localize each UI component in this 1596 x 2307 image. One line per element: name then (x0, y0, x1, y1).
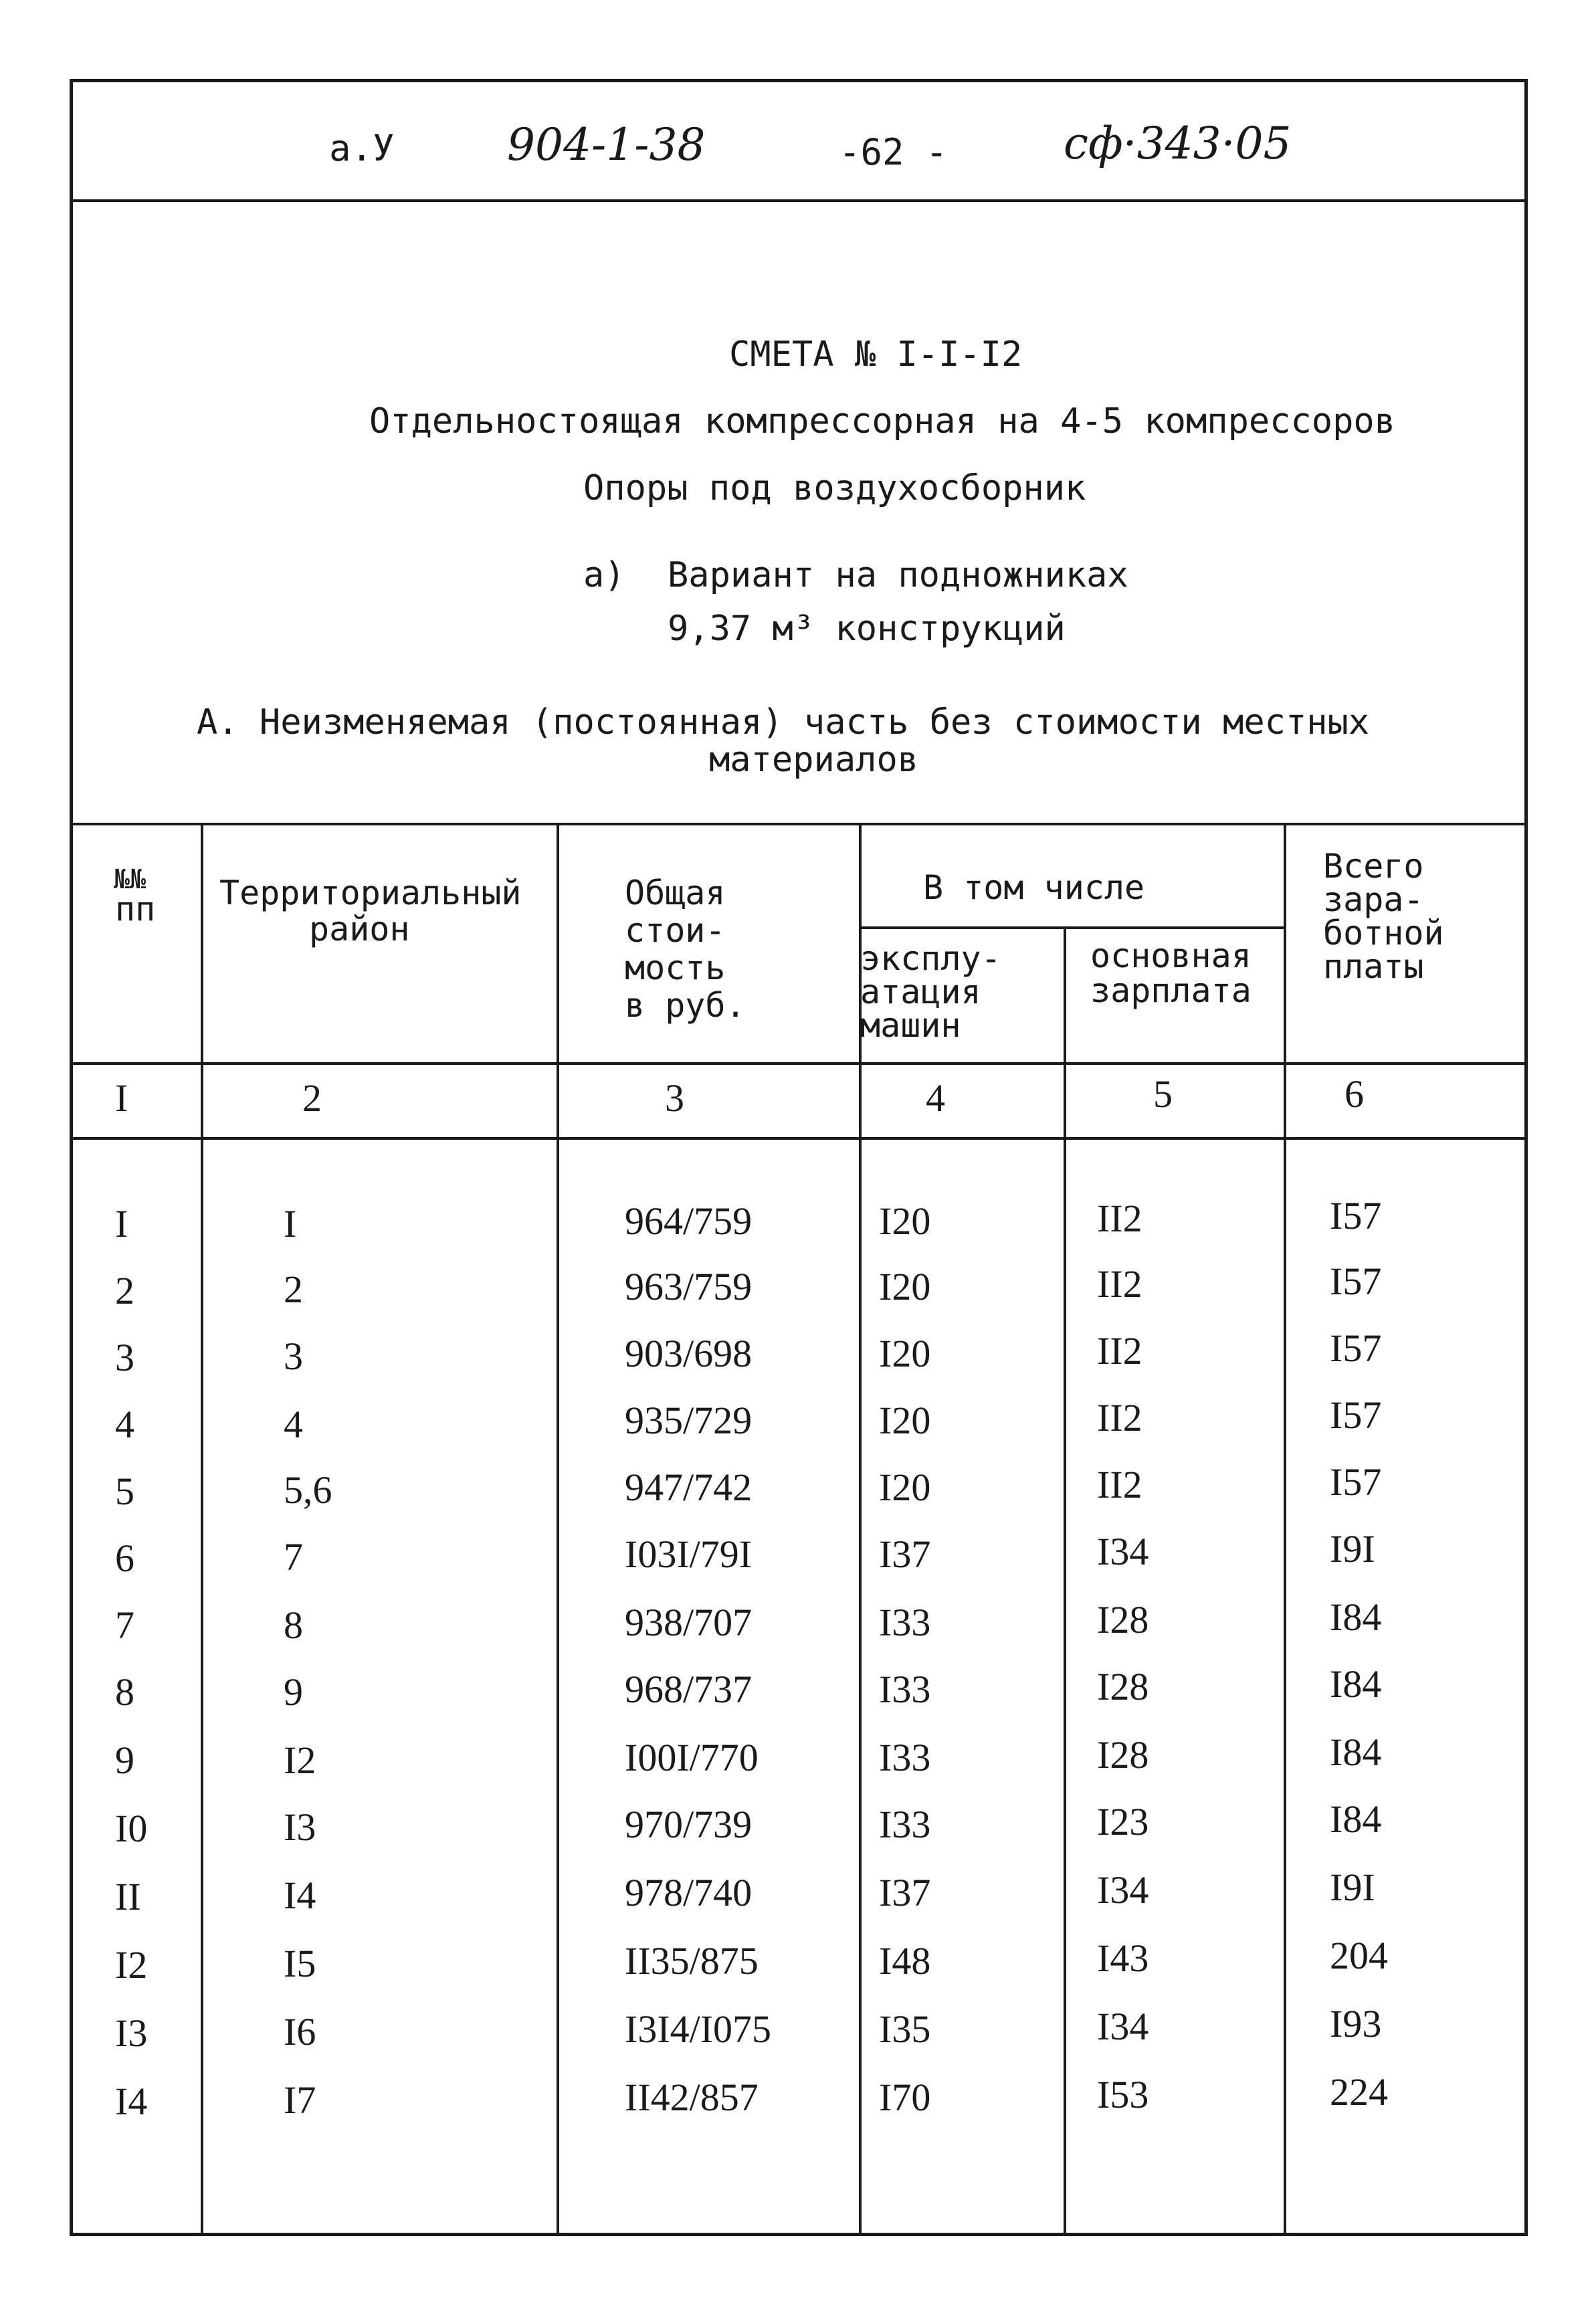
cell-wage: II2 (1097, 1396, 1142, 1439)
header-machines-l1: эксплу- (860, 939, 1001, 978)
header-district-l1: Территориальный (219, 874, 522, 912)
header-cost-l3: мость (625, 948, 726, 987)
col-number-3: 3 (665, 1076, 684, 1120)
cell-total-wage: I57 (1330, 1260, 1382, 1303)
cell-district: I7 (284, 2078, 316, 2122)
cell-machines: I33 (879, 1601, 931, 1644)
cell-machines: I20 (879, 1265, 931, 1308)
cell-total-cost: 968/737 (625, 1668, 753, 1711)
header-machines-l2: атация (860, 973, 981, 1011)
cell-total-wage: I84 (1330, 1797, 1382, 1841)
cell-wage: II2 (1097, 1329, 1142, 1373)
cell-wage: I43 (1097, 1936, 1149, 1980)
cell-total-cost: 947/742 (625, 1466, 753, 1509)
cell-total-wage: I84 (1330, 1595, 1382, 1639)
header-cost-l1: Общая (625, 874, 726, 912)
cell-total-wage: 204 (1330, 1934, 1388, 1977)
header-num-l2: пп (115, 890, 156, 928)
cell-district: 3 (284, 1334, 303, 1378)
cell-row-number: 8 (115, 1670, 134, 1714)
cell-total-cost: I03I/79I (625, 1532, 753, 1576)
variant-marker: а) (583, 555, 625, 595)
section-title-line1: А. Неизменяемая (постоянная) часть без стоимости местных (197, 702, 1370, 742)
col-divider-5 (1284, 823, 1286, 2236)
cell-total-wage: I84 (1330, 1662, 1382, 1706)
col-number-4: 4 (926, 1076, 945, 1120)
page-number: -62 - (839, 131, 948, 173)
cell-row-number: I3 (115, 2011, 148, 2055)
header-total-l4: платы (1323, 947, 1424, 986)
cell-total-wage: I57 (1330, 1326, 1382, 1370)
cell-row-number: 5 (115, 1470, 134, 1513)
cell-row-number: I4 (115, 2080, 148, 2123)
cell-row-number: 4 (115, 1403, 134, 1446)
cell-row-number: I0 (115, 1807, 148, 1850)
element-title: Опоры под воздухосборник (583, 468, 1086, 508)
cell-wage: I28 (1097, 1598, 1149, 1641)
cell-machines: I20 (879, 1399, 931, 1442)
col-number-6: 6 (1344, 1072, 1364, 1116)
table-top-border (70, 823, 1528, 825)
cell-total-cost: I00I/770 (625, 1736, 759, 1779)
col-number-5: 5 (1153, 1072, 1173, 1116)
cell-total-cost: 963/759 (625, 1265, 753, 1308)
header-num-l1: №№ (114, 864, 146, 895)
col-number-1: I (115, 1076, 128, 1120)
subheader-divider (859, 926, 1284, 929)
cell-machines: I35 (879, 2007, 931, 2051)
cell-total-cost: 978/740 (625, 1871, 753, 1914)
cell-total-wage: I9I (1330, 1527, 1375, 1571)
cell-wage: I34 (1097, 1530, 1149, 1573)
cell-machines: I33 (879, 1803, 931, 1846)
cell-machines: I37 (879, 1532, 931, 1576)
cell-row-number: 7 (115, 1603, 134, 1647)
col-divider-1 (201, 823, 203, 2236)
header-total-l1: Всего (1323, 847, 1424, 886)
col-divider-4 (1064, 926, 1066, 2236)
cell-machines: I33 (879, 1736, 931, 1779)
cell-row-number: 3 (115, 1336, 134, 1379)
variant-title: Вариант на подножниках (668, 555, 1128, 595)
cell-machines: I20 (879, 1199, 931, 1243)
cell-total-cost: 935/729 (625, 1399, 753, 1442)
header-cost-l2: стои- (625, 911, 726, 950)
cell-total-wage: I9I (1330, 1866, 1375, 1909)
cell-district: I6 (284, 2010, 316, 2053)
header-bottom-border (70, 1062, 1528, 1065)
header-divider (70, 199, 1528, 202)
project-number: 904-1-38 (507, 119, 706, 171)
volume-title: 9,37 м³ конструкций (668, 609, 1066, 649)
cell-district: I2 (284, 1738, 316, 1782)
header-total-l3: ботной (1323, 914, 1444, 952)
cell-wage: II2 (1097, 1197, 1142, 1240)
cell-district: I (284, 1202, 297, 1245)
header-prefix: а.У (329, 127, 395, 169)
header-including: В том числе (923, 868, 1145, 907)
cell-row-number: 2 (115, 1269, 134, 1312)
cell-row-number: 6 (115, 1536, 134, 1580)
cell-total-cost: I3I4/I075 (625, 2007, 772, 2051)
cell-total-wage: I57 (1330, 1460, 1382, 1504)
cell-wage: II2 (1097, 1262, 1142, 1306)
cell-total-wage: I57 (1330, 1393, 1382, 1437)
cell-total-wage: I57 (1330, 1194, 1382, 1237)
cell-total-cost: II35/875 (625, 1939, 759, 1983)
cell-wage: I28 (1097, 1665, 1149, 1708)
col-numbers-bottom-border (70, 1137, 1528, 1140)
cell-row-number: II (115, 1875, 141, 1918)
cell-machines: I33 (879, 1668, 931, 1711)
cell-district: I3 (284, 1805, 316, 1849)
section-title-line2: материалов (709, 740, 919, 780)
header-wage-l1: основная (1090, 936, 1252, 975)
header-machines-l3: машин (860, 1006, 961, 1045)
cell-wage: I34 (1097, 2005, 1149, 2048)
cell-total-wage: 224 (1330, 2070, 1388, 2114)
cell-machines: I37 (879, 1871, 931, 1914)
cell-wage: I23 (1097, 1800, 1149, 1843)
cell-district: I4 (284, 1874, 316, 1917)
cell-wage: I34 (1097, 1868, 1149, 1912)
header-cost-l4: в руб. (625, 986, 746, 1025)
cell-machines: I20 (879, 1332, 931, 1375)
cell-row-number: I (115, 1202, 128, 1245)
col-number-2: 2 (302, 1076, 322, 1120)
cell-total-cost: 903/698 (625, 1332, 753, 1375)
cell-total-cost: 938/707 (625, 1601, 753, 1644)
cell-district: 5,6 (284, 1468, 332, 1512)
header-wage-l2: зарплата (1090, 971, 1252, 1010)
cell-wage: I53 (1097, 2073, 1149, 2116)
cell-machines: I70 (879, 2076, 931, 2119)
cell-total-cost: 970/739 (625, 1803, 753, 1846)
cell-total-cost: II42/857 (625, 2076, 759, 2119)
cell-district: 7 (284, 1535, 303, 1579)
cell-district: 2 (284, 1268, 303, 1311)
cell-total-wage: I84 (1330, 1730, 1382, 1774)
cell-row-number: 9 (115, 1738, 134, 1782)
cell-wage: II2 (1097, 1463, 1142, 1506)
cell-total-cost: 964/759 (625, 1199, 753, 1243)
cell-district: I5 (284, 1942, 316, 1985)
cell-machines: I20 (879, 1466, 931, 1509)
cell-wage: I28 (1097, 1733, 1149, 1777)
cell-row-number: I2 (115, 1943, 148, 1987)
cell-district: 4 (284, 1403, 303, 1446)
header-total-l2: зара- (1323, 880, 1424, 919)
estimate-title: СМЕТА № I-I-I2 (729, 334, 1023, 375)
col-divider-2 (557, 823, 559, 2236)
sheet-code: сф·343·05 (1064, 118, 1292, 169)
cell-total-wage: I93 (1330, 2002, 1382, 2045)
cell-district: 8 (284, 1603, 303, 1647)
cell-district: 9 (284, 1670, 303, 1714)
object-title: Отдельностоящая компрессорная на 4-5 компрессоров (369, 401, 1396, 441)
header-district-l2: район (309, 910, 410, 948)
cell-machines: I48 (879, 1939, 931, 1983)
